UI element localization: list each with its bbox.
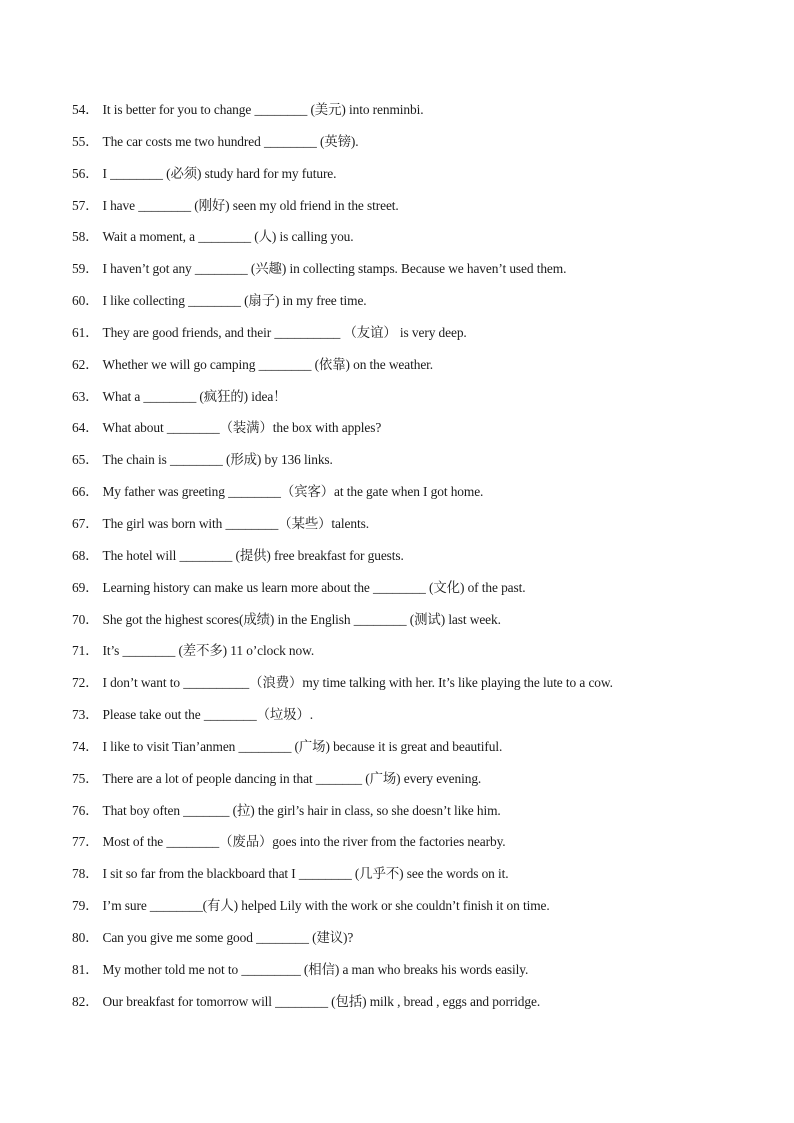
question-item (72, 800, 752, 832)
question-item (72, 290, 752, 322)
question-number: 71． (72, 643, 99, 659)
question-text: Please take out the ________（垃圾）. (102, 707, 314, 723)
question-item (72, 131, 752, 163)
question-text: Whether we will go camping ________ (依靠) on the weather. (102, 356, 434, 372)
question-number: 67． (72, 515, 99, 531)
question-item (72, 386, 752, 418)
question-text: The chain is ________ (形成) by 136 links. (102, 452, 333, 468)
question-item (72, 895, 752, 927)
question-item (72, 449, 752, 481)
question-item (72, 991, 752, 1023)
question-text: I like collecting ________ (扇子) in my free time. (102, 293, 367, 309)
question-number: 58． (72, 229, 99, 245)
question-text: They are good friends, and their __________ （友谊） is very deep. (102, 324, 467, 340)
question-list (72, 99, 752, 1022)
question-number: 80． (72, 929, 99, 945)
question-item (72, 863, 752, 895)
question-text: I’m sure ________(有人) helped Lily with the work or she couldn’t finish it on time. (102, 898, 550, 914)
question-item (72, 672, 752, 704)
question-item (72, 226, 752, 258)
question-text: I sit so far from the blackboard that I ________ (几乎不) see the words on it. (102, 866, 509, 882)
question-number: 76． (72, 802, 99, 818)
question-item (72, 195, 752, 227)
question-item (72, 577, 752, 609)
question-number: 82． (72, 993, 99, 1009)
question-number: 68． (72, 547, 99, 563)
question-item (72, 481, 752, 513)
question-item (72, 640, 752, 672)
question-text: What a ________ (疯狂的) idea！ (102, 388, 287, 404)
question-text: Wait a moment, a ________ (人) is calling you. (102, 229, 354, 245)
question-number: 79． (72, 898, 99, 914)
question-number: 60． (72, 293, 99, 309)
question-text: It is better for you to change ________ (美元) into renminbi. (102, 102, 424, 117)
question-number: 61． (72, 324, 99, 340)
question-number: 63． (72, 388, 99, 404)
question-item (72, 258, 752, 290)
question-number: 59． (72, 261, 99, 277)
question-text: The girl was born with ________（某些）talents. (102, 515, 369, 531)
question-item (72, 704, 752, 736)
question-text: I ________ (必须) study hard for my future. (102, 165, 337, 181)
question-number: 74． (72, 738, 99, 754)
question-number: 62． (72, 356, 99, 372)
question-text: There are a lot of people dancing in that _______ (广场) every evening. (102, 770, 482, 786)
question-number: 56． (72, 165, 99, 181)
question-item (72, 322, 752, 354)
question-item (72, 99, 752, 131)
question-text: She got the highest scores(成绩) in the English ________ (测试) last week. (102, 611, 501, 627)
question-item (72, 513, 752, 545)
question-text: My father was greeting ________（宾客）at the gate when I got home. (102, 484, 484, 500)
question-text: I have ________ (刚好) seen my old friend in the street. (102, 197, 399, 213)
question-number: 54． (72, 102, 99, 117)
question-number: 69． (72, 579, 99, 595)
question-item (72, 609, 752, 641)
question-number: 66． (72, 484, 99, 500)
question-item (72, 417, 752, 449)
question-number: 72． (72, 675, 99, 691)
question-item (72, 354, 752, 386)
question-text: Most of the ________（废品）goes into the river from the factories nearby. (102, 834, 506, 850)
question-item (72, 768, 752, 800)
question-text: What about ________（装满）the box with apples? (102, 420, 382, 436)
question-item (72, 736, 752, 768)
question-item (72, 959, 752, 991)
question-text: The car costs me two hundred ________ (英镑). (102, 133, 359, 149)
question-number: 55． (72, 133, 99, 149)
question-text: I don’t want to __________（浪费）my time talking with her. It’s like playing the lute to a cow. (102, 675, 613, 691)
question-number: 81． (72, 961, 99, 977)
question-text: That boy often _______ (拉) the girl’s hair in class, so she doesn’t like him. (102, 802, 501, 818)
question-number: 64． (72, 420, 99, 436)
question-text: The hotel will ________ (提供) free breakfast for guests. (102, 547, 404, 563)
question-item (72, 831, 752, 863)
question-number: 73． (72, 707, 99, 723)
question-text: I haven’t got any ________ (兴趣) in collecting stamps. Because we haven’t used them. (102, 261, 567, 277)
question-text: It’s ________ (差不多) 11 o’clock now. (102, 643, 315, 659)
question-item (72, 163, 752, 195)
question-number: 77． (72, 834, 99, 850)
question-text: Learning history can make us learn more about the ________ (文化) of the past. (102, 579, 526, 595)
question-number: 65． (72, 452, 99, 468)
question-item (72, 545, 752, 577)
question-text: Can you give me some good ________ (建议)? (102, 929, 354, 945)
question-text: Our breakfast for tomorrow will ________ (包括) milk , bread , eggs and porridge. (102, 993, 541, 1009)
question-item (72, 927, 752, 959)
question-number: 70． (72, 611, 99, 627)
question-number: 57． (72, 197, 99, 213)
question-text: I like to visit Tian’anmen ________ (广场) because it is great and beautiful. (102, 738, 503, 754)
question-text: My mother told me not to _________ (相信) a man who breaks his words easily. (102, 961, 529, 977)
question-number: 78． (72, 866, 99, 882)
question-number: 75． (72, 770, 99, 786)
